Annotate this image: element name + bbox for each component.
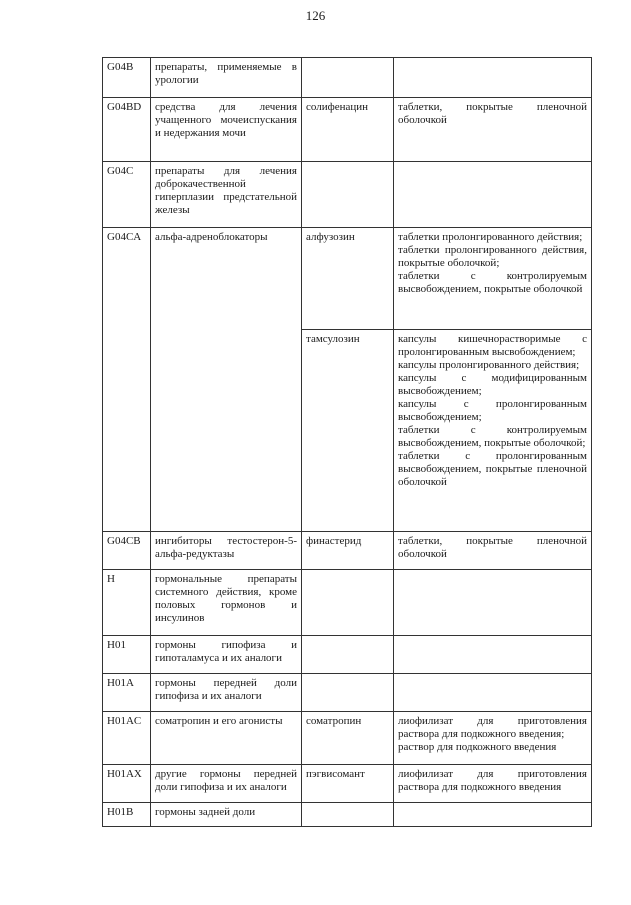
atc-code-cell: H01A xyxy=(103,674,151,712)
table-row xyxy=(103,98,592,162)
atc-code-cell: H01 xyxy=(103,636,151,674)
inn-cell xyxy=(302,58,394,98)
inn-cell xyxy=(302,570,394,636)
dosage-form-cell xyxy=(394,532,592,570)
table-row xyxy=(103,570,592,636)
table-row xyxy=(103,636,592,674)
inn-cell: солифенацин xyxy=(302,98,394,162)
dosage-form-item: таблетки, покрытые пленочной оболочкой xyxy=(398,101,587,126)
group-name-cell: препараты, применяемые в урологии xyxy=(151,58,302,98)
table-row xyxy=(103,532,592,570)
atc-code-cell: H01B xyxy=(103,803,151,827)
atc-code-cell: H xyxy=(103,570,151,636)
table-row xyxy=(103,765,592,803)
dosage-form-item: капсулы кишечнорастворимые с пролонгированным высвобождением; xyxy=(398,333,587,358)
group-name-cell: средства для лечения учащенного мочеиспускания и недержания мочи xyxy=(151,98,302,162)
dosage-form-cell xyxy=(394,570,592,636)
table-row xyxy=(103,803,592,827)
group-name-cell: гормональные препараты системного действия, кроме половых гормонов и инсулинов xyxy=(151,570,302,636)
dosage-form-item: таблетки с контролируемым высвобождением, покрытые оболочкой; xyxy=(398,424,587,449)
dosage-form-item: раствор для подкожного введения xyxy=(398,741,557,753)
atc-code-cell: G04CB xyxy=(103,532,151,570)
dosage-form-item: таблетки, покрытые пленочной оболочкой xyxy=(398,535,587,560)
table-row xyxy=(103,228,592,330)
inn-cell: пэгвисомант xyxy=(302,765,394,803)
group-name-cell: альфа-адреноблокаторы xyxy=(151,228,302,532)
dosage-form-cell xyxy=(394,228,592,330)
inn-cell: алфузозин xyxy=(302,228,394,330)
group-name-cell: другие гормоны передней доли гипофиза и их аналоги xyxy=(151,765,302,803)
group-name-cell: соматропин и его агонисты xyxy=(151,712,302,765)
atc-code-cell: H01AC xyxy=(103,712,151,765)
table-row xyxy=(103,674,592,712)
dosage-form-item: капсулы с модифицированным высвобождением; xyxy=(398,372,587,397)
atc-code-cell: H01AX xyxy=(103,765,151,803)
atc-code-cell: G04BD xyxy=(103,98,151,162)
page-number: 126 xyxy=(305,8,326,23)
dosage-form-cell xyxy=(394,162,592,228)
dosage-form-cell xyxy=(394,765,592,803)
dosage-form-item: капсулы пролонгированного действия; xyxy=(398,359,580,371)
dosage-form-cell xyxy=(394,330,592,532)
inn-cell: финастерид xyxy=(302,532,394,570)
table-row xyxy=(103,162,592,228)
dosage-form-cell xyxy=(394,803,592,827)
atc-code-cell: G04C xyxy=(103,162,151,228)
dosage-form-item: таблетки с контролируемым высвобождением, покрытые оболочкой xyxy=(398,270,587,295)
inn-cell: соматропин xyxy=(302,712,394,765)
dosage-form-cell xyxy=(394,98,592,162)
atc-code-cell: G04B xyxy=(103,58,151,98)
group-name-cell: гормоны гипофиза и гипоталамуса и их аналоги xyxy=(151,636,302,674)
inn-cell xyxy=(302,162,394,228)
dosage-form-item: таблетки пролонгированного действия, покрытые оболочкой; xyxy=(398,244,587,269)
table-row xyxy=(103,58,592,98)
dosage-form-cell xyxy=(394,636,592,674)
inn-cell xyxy=(302,674,394,712)
dosage-form-cell xyxy=(394,674,592,712)
dosage-form-item: лиофилизат для приготовления раствора для подкожного введения; xyxy=(398,715,587,740)
dosage-form-item: капсулы с пролонгированным высвобождением; xyxy=(398,398,587,423)
dosage-form-item: таблетки пролонгированного действия; xyxy=(398,231,583,243)
group-name-cell: ингибиторы тестостерон-5-альфа-редуктазы xyxy=(151,532,302,570)
table-row xyxy=(103,712,592,765)
inn-cell: тамсулозин xyxy=(302,330,394,532)
group-name-cell: препараты для лечения доброкачественной гиперплазии предстательной железы xyxy=(151,162,302,228)
dosage-form-cell xyxy=(394,58,592,98)
atc-code-cell: G04CA xyxy=(103,228,151,532)
inn-cell xyxy=(302,636,394,674)
group-name-cell: гормоны передней доли гипофиза и их аналоги xyxy=(151,674,302,712)
dosage-form-cell xyxy=(394,712,592,765)
inn-cell xyxy=(302,803,394,827)
drug-classification-table xyxy=(102,57,592,827)
dosage-form-item: таблетки с пролонгированным высвобождением, покрытые пленочной оболочкой xyxy=(398,450,587,488)
dosage-form-item: лиофилизат для приготовления раствора для подкожного введения xyxy=(398,768,587,793)
group-name-cell: гормоны задней доли xyxy=(151,803,302,827)
